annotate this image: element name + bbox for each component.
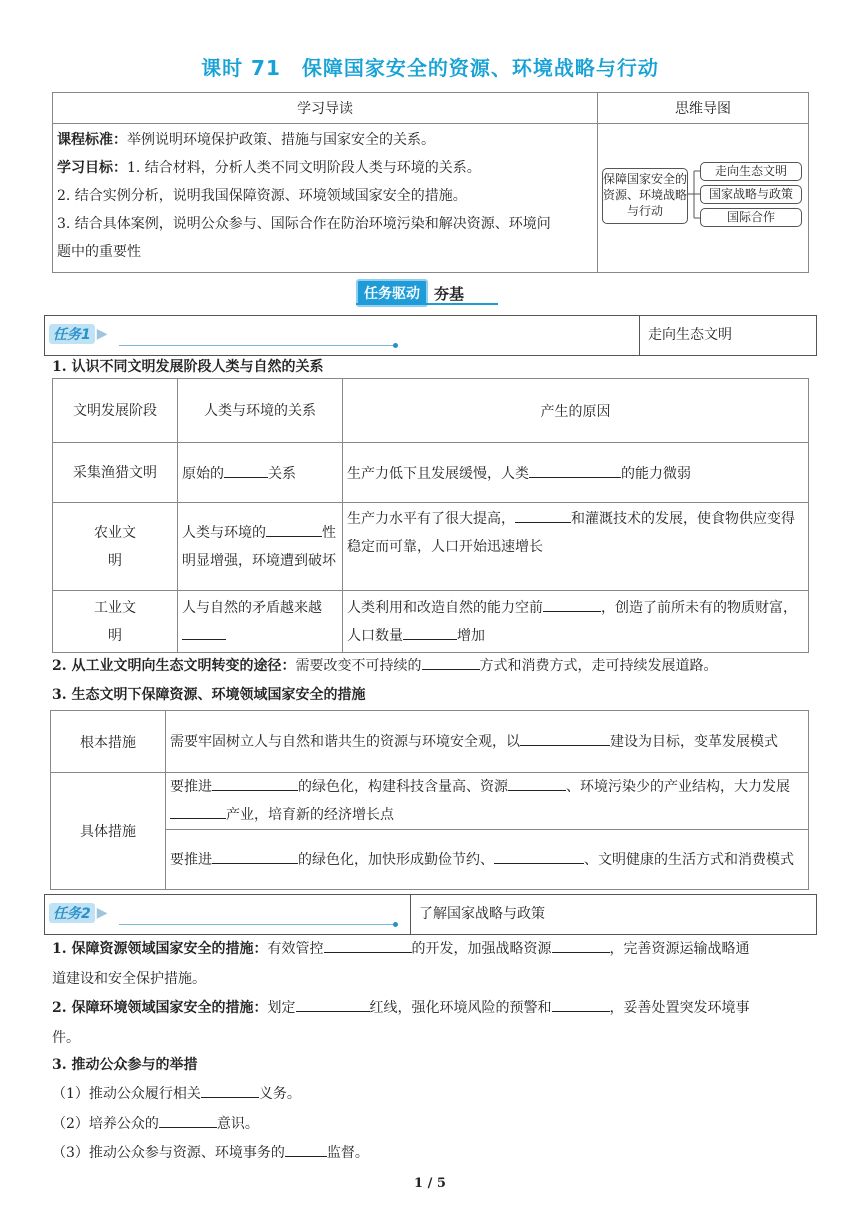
- row3-relation: 人与自然的矛盾越来越: [178, 591, 343, 653]
- blank[interactable]: [212, 776, 298, 791]
- task1-line: [119, 345, 395, 346]
- row1-cause: 生产力低下且发展缓慢，人类 的能力微弱: [343, 443, 809, 503]
- banner-text: 夯基: [434, 284, 465, 303]
- goal-label: 学习目标：: [57, 160, 127, 176]
- measure-specific-1: 要推进 的绿色化，构建科技含量高、资源 、环境污染少的产业结构，大力发展产业，培育新的经济增长点: [166, 773, 809, 830]
- task2-line: [119, 924, 395, 925]
- guide-content: [53, 124, 598, 273]
- standard-label: 课程标准：: [57, 132, 127, 148]
- row1-relation: 原始的 关系: [178, 443, 343, 503]
- task2-bar: [44, 894, 817, 935]
- task2-label: 了解国家战略与政策: [419, 906, 545, 922]
- blank[interactable]: [529, 463, 621, 478]
- banner-badge: 任务驱动: [356, 279, 428, 307]
- blank[interactable]: [296, 997, 370, 1012]
- blank[interactable]: [515, 508, 571, 523]
- mindmap-cell: [598, 124, 809, 273]
- measure-specific-2: 要推进 的绿色化，加快形成勤俭节约、 、文明健康的生活方式和消费模式: [166, 830, 809, 890]
- th-relation: 人类与环境的关系: [178, 379, 343, 443]
- blank[interactable]: [552, 938, 610, 953]
- task1-heading-2: 2. 从工业文明向生态文明转变的途径：需要改变不可持续的 方式和消费方式，走可持续发展道路。: [52, 655, 822, 675]
- guide-table: [52, 92, 809, 273]
- civilization-table: [52, 378, 809, 653]
- task2-badge: 任务2: [49, 903, 95, 923]
- task1-dot-icon: [393, 343, 398, 348]
- task-banner: [356, 281, 464, 305]
- blank[interactable]: [552, 997, 610, 1012]
- page-title: 课时 71 保障国家安全的资源、环境战略与行动: [201, 56, 659, 80]
- task2-dot-icon: [393, 922, 398, 927]
- blank[interactable]: [543, 597, 601, 612]
- row3-cause: 人类利用和改造自然的能力空前 ，创造了前所未有的物质财富，人口数量 增加: [343, 591, 809, 653]
- task2-divider: [410, 895, 411, 934]
- row1-stage: 采集渔猎文明: [53, 443, 178, 503]
- goal-3a: 3. 结合具体案例，说明公众参与、国际合作在防治环境污染和解决资源、环境问: [57, 216, 551, 232]
- goal-1: 1. 结合材料，分析人类不同文明阶段人类与环境的关系。: [127, 160, 481, 176]
- blank[interactable]: [508, 776, 566, 791]
- task2-item-2: （2）培养公众的 意识。: [52, 1113, 259, 1133]
- th-cause: 产生的原因: [343, 379, 809, 443]
- task1-heading-3: 3. 生态文明下保障资源、环境领域国家安全的措施: [52, 687, 366, 703]
- blank[interactable]: [285, 1142, 327, 1157]
- blank[interactable]: [324, 938, 412, 953]
- row2-relation: 人类与环境的 性明显增强，环境遭到破坏: [178, 503, 343, 591]
- task2-para-1: 1. 保障资源领域国家安全的措施：有效管控 的开发，加强战略资源 ，完善资源运输战略通 道建设和安全保护措施。: [52, 934, 808, 994]
- mindmap-branch-2: 国家战略与政策: [700, 185, 802, 204]
- row2-stage: 农业文明: [53, 503, 178, 591]
- page-number: 1 / 5: [414, 1176, 446, 1191]
- blank[interactable]: [266, 522, 322, 537]
- measure-specific-label: 具体措施: [51, 773, 166, 890]
- task2-item-1: （1）推动公众履行相关 义务。: [52, 1083, 301, 1103]
- task1-divider: [639, 316, 640, 355]
- blank[interactable]: [170, 804, 226, 819]
- task1-heading-1: 1. 认识不同文明发展阶段人类与自然的关系: [52, 359, 324, 375]
- task1-arrow-icon: ▶: [96, 326, 108, 342]
- blank[interactable]: [159, 1113, 217, 1128]
- th-stage: 文明发展阶段: [53, 379, 178, 443]
- row3-stage: 工业文明: [53, 591, 178, 653]
- mindmap: [598, 124, 808, 272]
- measure-root-label: 根本措施: [51, 711, 166, 773]
- blank[interactable]: [201, 1083, 259, 1098]
- task1-bar: [44, 315, 817, 356]
- banner-underline: [356, 303, 498, 305]
- guide-header-study: 学习导读: [53, 93, 598, 124]
- blank[interactable]: [212, 849, 298, 864]
- task1-label: 走向生态文明: [648, 327, 732, 343]
- measure-root-text: 需要牢固树立人与自然和谐共生的资源与环境安全观，以 建设为目标，变革发展模式: [166, 711, 809, 773]
- mindmap-branch-3: 国际合作: [700, 208, 802, 227]
- blank[interactable]: [422, 655, 480, 670]
- goal-3b: 题中的重要性: [57, 244, 141, 260]
- goal-2: 2. 结合实例分析，说明我国保障资源、环境领域国家安全的措施。: [57, 188, 467, 204]
- task2-arrow-icon: ▶: [96, 905, 108, 921]
- mindmap-branch-1: 走向生态文明: [700, 162, 802, 181]
- task1-badge: 任务1: [49, 324, 95, 344]
- blank[interactable]: [403, 625, 457, 640]
- task2-para-3: 3. 推动公众参与的举措: [52, 1057, 198, 1073]
- blank[interactable]: [182, 625, 226, 640]
- blank[interactable]: [494, 849, 584, 864]
- blank[interactable]: [520, 731, 610, 746]
- mindmap-root: 保障国家安全的资源、环境战略与行动: [602, 168, 688, 224]
- task2-item-3: （3）推动公众参与资源、环境事务的 监督。: [52, 1142, 369, 1162]
- task2-para-2: 2. 保障环境领域国家安全的措施：划定 红线，强化环境风险的预警和 ，妥善处置突发环境事 件。: [52, 993, 808, 1053]
- row2-cause: 生产力水平有了很大提高， 和灌溉技术的发展，使食物供应变得稳定而可靠，人口开始迅速增长: [343, 503, 809, 591]
- standard-text: 举例说明环境保护政策、措施与国家安全的关系。: [127, 132, 435, 148]
- blank[interactable]: [224, 463, 268, 478]
- measures-table: [50, 710, 809, 890]
- guide-header-mindmap: 思维导图: [598, 93, 809, 124]
